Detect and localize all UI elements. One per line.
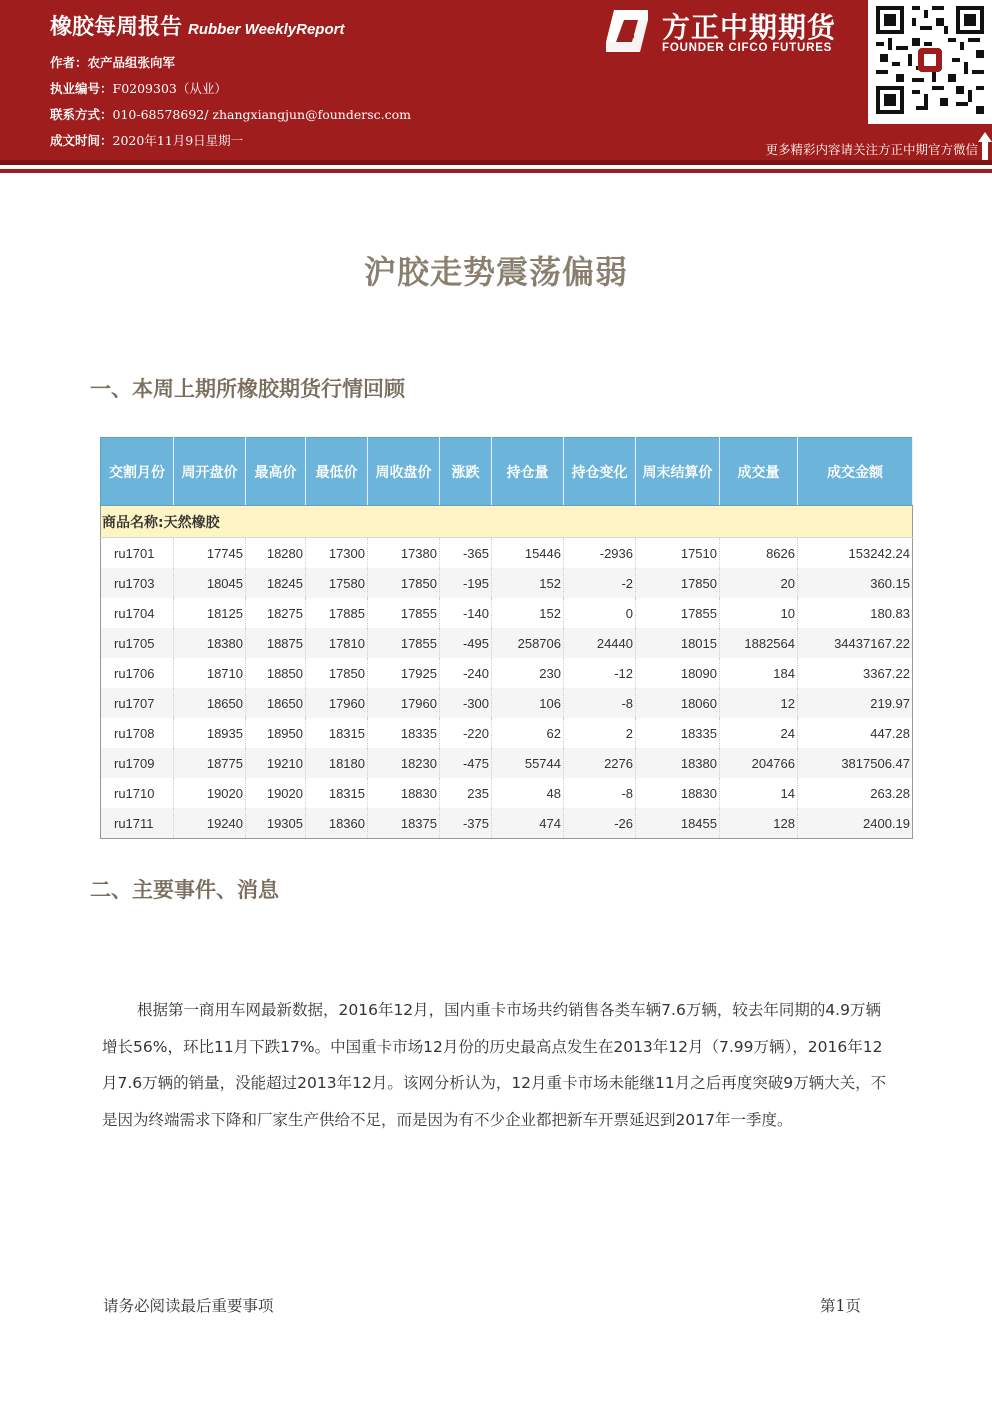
contact-label: 联系方式： bbox=[50, 107, 113, 122]
cell-open-interest: 106 bbox=[492, 688, 564, 718]
col-header-oi-change: 持仓变化 bbox=[564, 438, 636, 506]
cell-settlement: 17850 bbox=[636, 568, 720, 598]
cell-oi-change: -8 bbox=[564, 778, 636, 808]
cell-open: 18650 bbox=[174, 688, 246, 718]
date-label: 成文时间： bbox=[50, 133, 113, 148]
col-header-high: 最高价 bbox=[246, 438, 306, 506]
col-header-close: 周收盘价 bbox=[368, 438, 440, 506]
cell-oi-change: -26 bbox=[564, 808, 636, 839]
license-label: 执业编号： bbox=[50, 81, 113, 96]
author-line bbox=[50, 53, 175, 71]
table-row bbox=[101, 808, 913, 839]
section-heading-main-events: 二、主要事件、消息 bbox=[90, 878, 279, 902]
cell-low: 17300 bbox=[306, 538, 368, 569]
cell-oi-change: -2936 bbox=[564, 538, 636, 569]
cell-low: 18180 bbox=[306, 748, 368, 778]
author-label: 作者： bbox=[50, 55, 88, 70]
arrow-up-icon bbox=[978, 132, 992, 160]
table-row bbox=[101, 628, 913, 658]
cell-contract: ru1703 bbox=[101, 568, 174, 598]
cell-open-interest: 55744 bbox=[492, 748, 564, 778]
cell-open-interest: 230 bbox=[492, 658, 564, 688]
cell-volume: 14 bbox=[720, 778, 798, 808]
cell-turnover: 360.15 bbox=[798, 568, 913, 598]
table-category-row bbox=[101, 506, 913, 538]
cell-volume: 184 bbox=[720, 658, 798, 688]
section-heading-market-review: 一、本周上期所橡胶期货行情回顾 bbox=[90, 377, 405, 401]
col-header-change: 涨跌 bbox=[440, 438, 492, 506]
cell-settlement: 18380 bbox=[636, 748, 720, 778]
cell-change: -140 bbox=[440, 598, 492, 628]
cell-high: 18875 bbox=[246, 628, 306, 658]
cell-open-interest: 258706 bbox=[492, 628, 564, 658]
cell-volume: 24 bbox=[720, 718, 798, 748]
cell-open-interest: 62 bbox=[492, 718, 564, 748]
cell-high: 18850 bbox=[246, 658, 306, 688]
cell-volume: 204766 bbox=[720, 748, 798, 778]
news-paragraph: 根据第一商用车网最新数据，2016年12月，国内重卡市场共约销售各类车辆7.6万辆，较去年同期的4.9万辆增长56%，环比11月下跌17%。中国重卡市场12月份的历史最高点发生在2013年12月（7.99万辆），2016年12月7.6万辆的销量，没能超过2013年12月。该网分析认为，12月重卡市场未能继11月之后再度突破9万辆大关，不是因为终端需求下降和厂家生产供给不足，而是因为有不少企业都把新车开票延迟到2017年一季度。 bbox=[102, 1001, 887, 1129]
cell-high: 18650 bbox=[246, 688, 306, 718]
contact-value: 010-68578692/ zhangxiangjun@foundersc.com bbox=[112, 107, 411, 122]
cell-settlement: 18015 bbox=[636, 628, 720, 658]
cell-contract: ru1704 bbox=[101, 598, 174, 628]
cell-oi-change: -12 bbox=[564, 658, 636, 688]
cell-change: -495 bbox=[440, 628, 492, 658]
license-line bbox=[50, 79, 227, 97]
cell-change: -475 bbox=[440, 748, 492, 778]
cell-oi-change: -2 bbox=[564, 568, 636, 598]
cell-oi-change: 0 bbox=[564, 598, 636, 628]
table-row bbox=[101, 748, 913, 778]
cell-change: -195 bbox=[440, 568, 492, 598]
col-header-settlement: 周末结算价 bbox=[636, 438, 720, 506]
col-header-contract: 交割月份 bbox=[101, 438, 174, 506]
license-value: F0209303（从业） bbox=[112, 81, 227, 96]
cell-volume: 10 bbox=[720, 598, 798, 628]
table-row bbox=[101, 718, 913, 748]
cell-close: 18335 bbox=[368, 718, 440, 748]
qr-code-icon bbox=[876, 6, 984, 114]
cell-oi-change: 2276 bbox=[564, 748, 636, 778]
cell-high: 19305 bbox=[246, 808, 306, 839]
cell-open: 18045 bbox=[174, 568, 246, 598]
cell-turnover: 3367.22 bbox=[798, 658, 913, 688]
logo-text-cn: 方正中期期货 bbox=[662, 11, 837, 44]
cell-turnover: 447.28 bbox=[798, 718, 913, 748]
cell-settlement: 17510 bbox=[636, 538, 720, 569]
cell-settlement: 18830 bbox=[636, 778, 720, 808]
cell-open: 18935 bbox=[174, 718, 246, 748]
cell-close: 18230 bbox=[368, 748, 440, 778]
cell-oi-change: 24440 bbox=[564, 628, 636, 658]
cell-close: 18375 bbox=[368, 808, 440, 839]
cell-settlement: 18060 bbox=[636, 688, 720, 718]
cell-low: 17885 bbox=[306, 598, 368, 628]
cell-open: 19240 bbox=[174, 808, 246, 839]
col-header-turnover: 成交金额 bbox=[798, 438, 913, 506]
cell-volume: 1882564 bbox=[720, 628, 798, 658]
cell-low: 18315 bbox=[306, 778, 368, 808]
cell-contract: ru1705 bbox=[101, 628, 174, 658]
cell-open-interest: 474 bbox=[492, 808, 564, 839]
table-header-row bbox=[101, 438, 913, 506]
cell-open: 17745 bbox=[174, 538, 246, 569]
cell-change: -375 bbox=[440, 808, 492, 839]
cell-open: 19020 bbox=[174, 778, 246, 808]
cell-contract: ru1701 bbox=[101, 538, 174, 569]
cell-contract: ru1711 bbox=[101, 808, 174, 839]
table-row bbox=[101, 538, 913, 569]
cell-open-interest: 15446 bbox=[492, 538, 564, 569]
cell-open: 18380 bbox=[174, 628, 246, 658]
company-logo bbox=[604, 8, 864, 58]
cell-volume: 12 bbox=[720, 688, 798, 718]
cell-close: 17925 bbox=[368, 658, 440, 688]
cell-close: 17850 bbox=[368, 568, 440, 598]
cell-close: 17855 bbox=[368, 628, 440, 658]
cell-turnover: 219.97 bbox=[798, 688, 913, 718]
cell-low: 17810 bbox=[306, 628, 368, 658]
table-row bbox=[101, 658, 913, 688]
col-header-open: 周开盘价 bbox=[174, 438, 246, 506]
report-title-en: Rubber WeeklyReport bbox=[188, 21, 345, 38]
cell-high: 18245 bbox=[246, 568, 306, 598]
cell-high: 18950 bbox=[246, 718, 306, 748]
cell-change: -300 bbox=[440, 688, 492, 718]
cell-open: 18710 bbox=[174, 658, 246, 688]
cell-turnover: 263.28 bbox=[798, 778, 913, 808]
table-row bbox=[101, 568, 913, 598]
cell-contract: ru1706 bbox=[101, 658, 174, 688]
logo-text-en: FOUNDER CIFCO FUTURES bbox=[662, 42, 833, 54]
cell-contract: ru1708 bbox=[101, 718, 174, 748]
cell-open: 18125 bbox=[174, 598, 246, 628]
table-row bbox=[101, 778, 913, 808]
cell-change: -240 bbox=[440, 658, 492, 688]
page-number: 第1页 bbox=[820, 1297, 861, 1315]
cell-low: 17580 bbox=[306, 568, 368, 598]
category-label: 商品名称:天然橡胶 bbox=[101, 506, 913, 538]
cell-settlement: 17855 bbox=[636, 598, 720, 628]
cell-low: 17960 bbox=[306, 688, 368, 718]
cell-turnover: 34437167.22 bbox=[798, 628, 913, 658]
cell-high: 19210 bbox=[246, 748, 306, 778]
cell-high: 18280 bbox=[246, 538, 306, 569]
report-title bbox=[50, 10, 344, 41]
cell-oi-change: -8 bbox=[564, 688, 636, 718]
wechat-note: 更多精彩内容请关注方正中期官方微信 bbox=[765, 142, 978, 157]
cell-settlement: 18455 bbox=[636, 808, 720, 839]
cell-change: 235 bbox=[440, 778, 492, 808]
cell-oi-change: 2 bbox=[564, 718, 636, 748]
cell-high: 18275 bbox=[246, 598, 306, 628]
contact-line bbox=[50, 105, 411, 123]
cell-close: 17855 bbox=[368, 598, 440, 628]
cell-turnover: 3817506.47 bbox=[798, 748, 913, 778]
col-header-low: 最低价 bbox=[306, 438, 368, 506]
cell-turnover: 153242.24 bbox=[798, 538, 913, 569]
date-line bbox=[50, 131, 243, 149]
cell-low: 18360 bbox=[306, 808, 368, 839]
logo-mark-icon bbox=[604, 8, 650, 54]
cell-contract: ru1709 bbox=[101, 748, 174, 778]
footer-notice: 请务必阅读最后重要事项 bbox=[103, 1297, 274, 1315]
header-divider bbox=[0, 160, 992, 165]
cell-open: 18775 bbox=[174, 748, 246, 778]
cell-contract: ru1710 bbox=[101, 778, 174, 808]
author-value: 农产品组张向军 bbox=[87, 55, 176, 70]
col-header-open-interest: 持仓量 bbox=[492, 438, 564, 506]
cell-volume: 128 bbox=[720, 808, 798, 839]
report-title-cn: 橡胶每周报告 bbox=[50, 15, 183, 40]
cell-volume: 20 bbox=[720, 568, 798, 598]
wechat-qr-code bbox=[868, 0, 992, 124]
col-header-volume: 成交量 bbox=[720, 438, 798, 506]
cell-settlement: 18090 bbox=[636, 658, 720, 688]
report-header bbox=[0, 0, 992, 160]
cell-volume: 8626 bbox=[720, 538, 798, 569]
cell-close: 17380 bbox=[368, 538, 440, 569]
cell-open-interest: 152 bbox=[492, 598, 564, 628]
cell-low: 18315 bbox=[306, 718, 368, 748]
cell-contract: ru1707 bbox=[101, 688, 174, 718]
cell-high: 19020 bbox=[246, 778, 306, 808]
date-value: 2020年11月9日星期一 bbox=[112, 133, 244, 148]
table-row bbox=[101, 598, 913, 628]
cell-close: 18830 bbox=[368, 778, 440, 808]
cell-change: -365 bbox=[440, 538, 492, 569]
cell-low: 17850 bbox=[306, 658, 368, 688]
cell-turnover: 2400.19 bbox=[798, 808, 913, 839]
cell-open-interest: 152 bbox=[492, 568, 564, 598]
table-row bbox=[101, 688, 913, 718]
cell-change: -220 bbox=[440, 718, 492, 748]
cell-close: 17960 bbox=[368, 688, 440, 718]
futures-quote-table bbox=[100, 437, 913, 839]
header-accent-line bbox=[0, 169, 992, 173]
cell-turnover: 180.83 bbox=[798, 598, 913, 628]
cell-settlement: 18335 bbox=[636, 718, 720, 748]
main-title: 沪胶走势震荡偏弱 bbox=[363, 253, 628, 291]
cell-open-interest: 48 bbox=[492, 778, 564, 808]
